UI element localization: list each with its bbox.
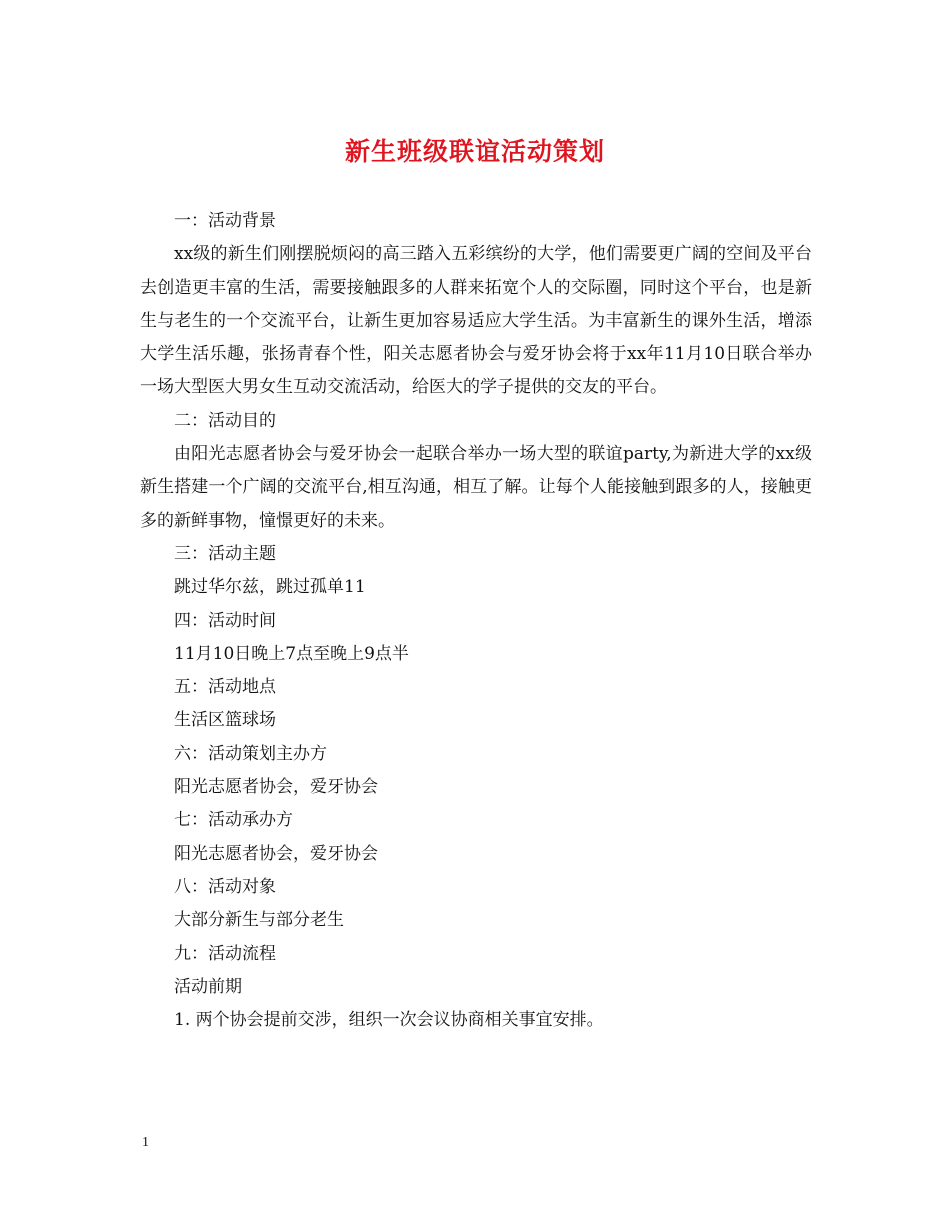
document-body (140, 205, 812, 1037)
document-title: 新生班级联谊活动策划 (344, 137, 605, 166)
section-text-background: xx级的新生们刚摆脱烦闷的高三踏入五彩缤纷的大学，他们需要更广阔的空间及平台去创造更丰富的生活，需要接触跟多的人群来拓宽个人的交际圈，同时这个平台，也是新生与老生的一个交流平台，让新生更加容易适应大学生活。为丰富新生的课外生活，增添大学生活乐趣，张扬青春个性，阳关志愿者协会与爱牙协会将于xx年11月10日联合举办一场大型医大男女生互动交流活动，给医大的学子提供的交友的平台。 (140, 244, 812, 398)
section-text-host: 阳光志愿者协会，爱牙协会 (174, 843, 378, 864)
section-text-time: 11月10日晚上7点至晚上9点半 (174, 643, 409, 664)
process-list-item: 1. 两个协会提前交涉，组织一次会议协商相关事宜安排。 (174, 1010, 604, 1031)
section-text-audience: 大部分新生与部分老生 (174, 910, 344, 931)
section-heading-purpose: 二：活动目的 (174, 410, 276, 431)
section-heading-background: 一：活动背景 (174, 211, 276, 231)
section-text-location: 生活区篮球场 (174, 710, 276, 731)
section-text-purpose: 由阳光志愿者协会与爱牙协会一起联合举办一场大型的联谊party,为新进大学的xx级新生搭建一个广阔的交流平台,相互沟通，相互了解。让每个人能接触到跟多的人，接触更多的新鲜事物，憧憬更好的未来。 (140, 444, 812, 531)
section-heading-host: 七：活动承办方 (174, 810, 293, 831)
page-number: 1 (142, 1135, 149, 1150)
section-subheading-early-stage: 活动前期 (174, 976, 242, 997)
section-text-theme: 跳过华尔兹，跳过孤单11 (174, 577, 366, 598)
section-heading-time: 四：活动时间 (174, 610, 276, 631)
section-heading-audience: 八：活动对象 (174, 876, 276, 897)
section-text-organizer: 阳光志愿者协会，爱牙协会 (174, 777, 378, 798)
section-heading-location: 五：活动地点 (174, 677, 276, 698)
section-heading-organizer: 六：活动策划主办方 (174, 743, 327, 764)
section-heading-process: 九：活动流程 (174, 943, 276, 964)
section-heading-theme: 三：活动主题 (174, 543, 276, 564)
